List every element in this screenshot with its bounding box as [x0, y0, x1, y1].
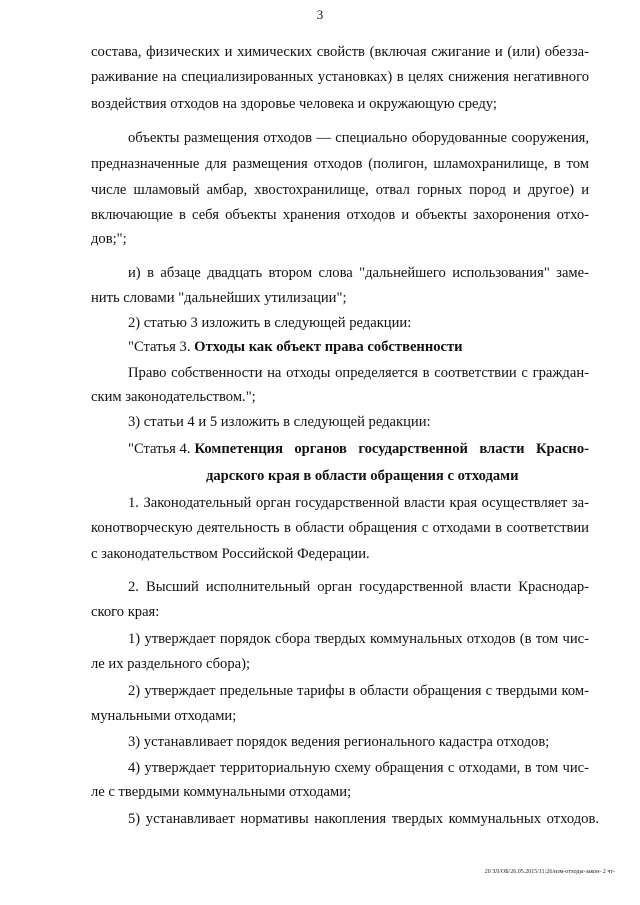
text-line: 3) устанавливает порядок ведения регионального кадастра отходов;	[128, 734, 550, 750]
text-line: и) в абзаце двадцать втором слова "дальнейшего использования" заме-	[128, 265, 589, 281]
text-line: состава, физических и химических свойств (включая сжигание и (или) обезза-	[91, 44, 589, 60]
page-number: 3	[316, 7, 324, 22]
text-line: объекты размещения отходов — специально оборудованные сооружения,	[128, 130, 589, 146]
text-line: ского края:	[91, 604, 160, 620]
text-line: 5) устанавливает нормативы накопления твердых коммунальных отходов.	[128, 811, 599, 827]
text-line: ским законодательством.";	[91, 389, 256, 405]
text-line: предназначенные для размещения отходов (полигон, шламохранилище, в том	[91, 156, 589, 172]
text-line: числе шламовый амбар, хвостохранилище, отвал горных пород и другое) и	[91, 182, 589, 198]
text-line: ле с твердыми коммунальными отходами;	[91, 784, 352, 800]
document-page: 3 состава, физических и химических свойств (включая сжигание и (или) обезза- раживание на специализированных установках) в целях снижения негативного воздействия отходов на здоровье человека и окружающую среду; объекты размещения отходов — специально оборудованные сооружения, предназначенные для размещения отходов (полигон, шламохранилище, в том числе шламовый амбар, хвостохранилище, отвал горных пород и другое) и включающие в себя объекты хранения отходов и объекты захоронения отхо- дов;"; и) в абзаце двадцать втором слова "дальнейшего использования" заме- нить словами "дальнейших утилизации"; 2) статью 3 изложить в следующей редакции: "Статья 3. Отходы как объект права собственности Право собственности на отходы определяется в соответствии с граждан- ским законодательством."; 3) статьи 4 и 5 изложить в следующей редакции: "Статья 4. Компетенция органов государственной власти Красно- дарского края в области обращения с отходами 1. Законодательный орган государственной власти края осуществляет за- конотворческую деятельность в области обращения с отходами в соответствии с законодательством Российской Федерации. 2. Высший исполнительный орган государственной власти Краснодар- ского края: 1) утверждает порядок сбора твердых коммунальных отходов (в том чис- ле их раздельного сбора); 2) утверждает предельные тарифы в области обращения с твердыми ком- мунальными отходами; 3) устанавливает порядок ведения регионального кадастра отходов; 4) утверждает территориальную схему обращения с отходами, в том чис- ле с твердыми коммунальными отходами; 5) устанавливает нормативы накопления твердых коммунальных отходов. 20 ЗЛ/ОБ/26.05.2015/11:26/изм-отходы-закон- 2 чт-	[0, 0, 640, 905]
text-line: включающие в себя объекты хранения отходов и объекты захоронения отхо-	[91, 207, 589, 223]
text-line: раживание на специализированных установках) в целях снижения негативного	[91, 69, 589, 85]
text-line: 1) утверждает порядок сбора твердых коммунальных отходов (в том чис-	[128, 631, 589, 647]
text-line: мунальными отходами;	[91, 708, 237, 724]
text-line: ле их раздельного сбора);	[91, 656, 251, 672]
text-line: 2) утверждает предельные тарифы в области обращения с твердыми ком-	[128, 683, 589, 699]
article-3-heading: "Статья 3. Отходы как объект права собственности	[128, 339, 463, 355]
text-line: 2) статью 3 изложить в следующей редакции:	[128, 315, 412, 331]
text-line: 3) статьи 4 и 5 изложить в следующей редакции:	[128, 414, 431, 430]
text-line: воздействия отходов на здоровье человека и окружающую среду;	[91, 96, 497, 112]
text-line: 2. Высший исполнительный орган государственной власти Краснодар-	[128, 579, 589, 595]
text-line: дов;";	[91, 231, 127, 247]
text-line: нить словами "дальнейших утилизации";	[91, 290, 347, 306]
text-line: с законодательством Российской Федерации.	[91, 546, 370, 562]
text-line: Право собственности на отходы определяется в соответствии с граждан-	[128, 365, 589, 381]
text-line: конотворческую деятельность в области обращения с отходами в соответствии	[91, 520, 589, 536]
article-4-heading-cont: дарского края в области обращения с отходами	[206, 468, 519, 484]
text-line: 4) утверждает территориальную схему обращения с отходами, в том чис-	[128, 760, 589, 776]
article-4-heading: "Статья 4. Компетенция органов государственной власти Красно-	[128, 441, 589, 457]
text-line: 1. Законодательный орган государственной власти края осуществляет за-	[128, 495, 589, 511]
